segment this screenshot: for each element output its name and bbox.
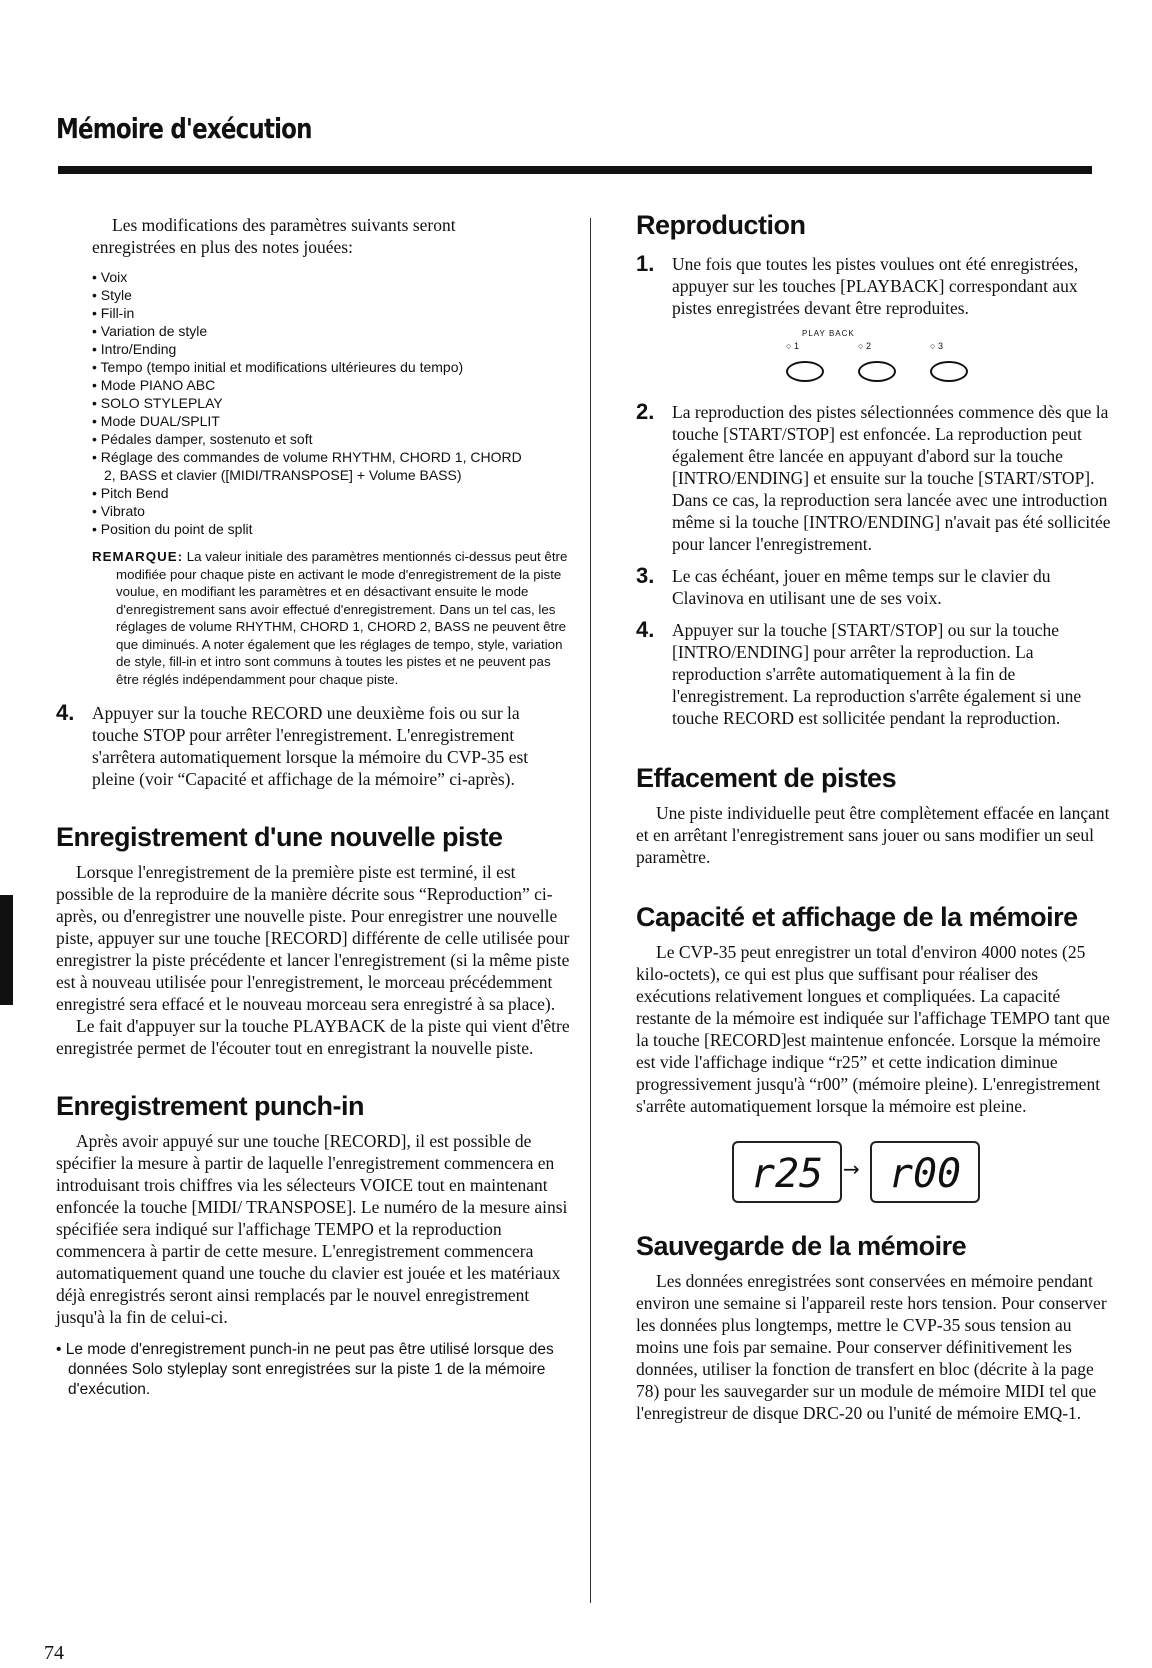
list-item: • Style	[92, 286, 522, 304]
playback-button-2[interactable]	[858, 341, 896, 382]
list-item: • Variation de style	[92, 322, 522, 340]
lcd-figure	[636, 1133, 1116, 1213]
step-text: Le cas échéant, jouer en même temps sur le clavier du Clavinova en utilisant une de ses voix.	[672, 566, 1051, 608]
lcd-text-r00: r00	[888, 1151, 962, 1197]
playback-number-3: 3	[937, 341, 943, 351]
arrow-icon: →	[843, 1157, 860, 1181]
list-item: • Tempo (tempo initial et modifications ultérieures du tempo)	[92, 358, 522, 376]
list-item: • Réglage des commandes de volume RHYTHM, CHORD 1, CHORD 2, BASS et clavier ([MIDI/TRANSPOSE] + Volume BASS)	[92, 448, 522, 484]
step-number: 3.	[636, 563, 655, 588]
list-item: • SOLO STYLEPLAY	[92, 394, 522, 412]
section-tab-marker	[0, 895, 13, 1005]
list-item: • Pitch Bend	[92, 484, 522, 502]
new-track-text-2: Le fait d'appuyer sur la touche PLAYBACK de la piste qui vient d'être enregistrée permet de l'écouter tout en enregistrant la nouvelle piste.	[56, 1016, 570, 1058]
lcd-text-r25: r25	[750, 1151, 824, 1197]
page-number: 74	[44, 1642, 64, 1664]
step-text: Appuyer sur la touche [START/STOP] ou sur la touche [INTRO/ENDING] pour arrêter la reproduction. La reproduction s'arrête automatiquement à la fin de l'enregistrement. La reproduction s'arrête également si une touche RECORD est sollicitée pendant la reproduction.	[672, 620, 1082, 728]
remark-text: La valeur initiale des paramètres mentionnés ci-dessus peut être modifiée pour chaque piste en activant le mode d'enregistrement de la piste voulue, en modifiant les paramètres et en désactivant ensuite le mode d'enregistrement sans avoir effectué d'enregistrement. Dans un tel cas, les réglages de volume RHYTHM, CHORD 1, CHORD 2, BASS ne peuvent être que diminués. A noter également que les réglages de tempo, style, variation de style, fill-in et intro sont communs à toutes les pistes et ne peuvent pas être réglés indépendamment pour chaque piste.	[116, 549, 568, 687]
playback-button-key[interactable]	[930, 361, 968, 382]
lcd-display-r25	[732, 1141, 842, 1203]
list-item: • Pédales damper, sostenuto et soft	[92, 430, 522, 448]
playback-buttons-figure	[636, 329, 1116, 393]
playback-number-2: 2	[865, 341, 871, 351]
step-number: 1.	[636, 251, 655, 276]
new-track-text-1: Lorsque l'enregistrement de la première piste est terminé, il est possible de la reproduire de la manière décrite sous “Reproduction” ci-après, ou d'enregistrer une nouvelle piste. Pour enregistrer une nouvelle piste, appuyer sur une touche [RECORD] différente de celle utilisée pour enregistrer la piste précédente et lancer l'enregistrement (si la même piste est à nouveau utilisée pour l'enregistrement, le morceau précédemment enregistré sera effacé et le nouveau morceau sera enregistré à sa place).	[56, 862, 570, 1014]
playback-number: ○ 2	[858, 341, 871, 351]
list-item: • Mode PIANO ABC	[92, 376, 522, 394]
new-track-heading: Enregistrement d'une nouvelle piste	[56, 822, 503, 852]
erase-text: Une piste individuelle peut être complètement effacée en lançant et en arrêtant l'enregistrement sans jouer ou sans modifier un seul paramètre.	[636, 803, 1110, 867]
repro-step-1	[636, 253, 1116, 319]
playback-button-key[interactable]	[786, 361, 824, 382]
remark-label: REMARQUE:	[92, 549, 183, 564]
list-item: • Intro/Ending	[92, 340, 522, 358]
lcd-display-r00	[870, 1141, 980, 1203]
list-item: • Position du point de split	[92, 520, 522, 538]
playback-button-key[interactable]	[858, 361, 896, 382]
punch-in-bullet: • Le mode d'enregistrement punch-in ne peut pas être utilisé lorsque des données Solo styleplay sont enregistrées sur la piste 1 de la mémoire d'exécution.	[56, 1341, 554, 1398]
save-text: Les données enregistrées sont conservées en mémoire pendant environ une semaine si l'appareil reste hors tension. Pour conserver les données plus longtemps, mettre le CVP-35 sous tension au moins une fois par semaine. Pour conserver définitivement les données, utiliser la fonction de transfert en bloc (décrite à la page 78) pour les sauvegarder sur un module de mémoire MIDI tel que l'enregistreur de disque DRC-20 ou l'unité de mémoire EMQ-1.	[636, 1271, 1107, 1423]
step-text: La reproduction des pistes sélectionnées commence dès que la touche [START/STOP] est enfoncée. La reproduction peut également être lancée en appuyant d'abord sur la touche [INTRO/ENDING] et ensuite sur la touche [START/STOP]. Dans ce cas, la reproduction sera lancée avec une introduction même si la touche [INTRO/ENDING] n'avait pas été sollicitée pour lancer l'enregistrement.	[672, 402, 1111, 554]
column-divider	[590, 218, 591, 1603]
repro-step-3	[636, 565, 1116, 609]
repro-step-2	[636, 401, 1116, 555]
remark-note	[92, 548, 576, 688]
punch-in-bullet-text: Le mode d'enregistrement punch-in ne peut pas être utilisé lorsque des données Solo styleplay sont enregistrées sur la piste 1 de la mémoire d'exécution.	[65, 1341, 554, 1398]
parameter-list	[92, 268, 522, 538]
erase-heading: Effacement de pistes	[636, 763, 897, 793]
step-text: Une fois que toutes les pistes voulues ont été enregistrées, appuyer sur les touches [PLAYBACK] correspondant aux pistes enregistrées devant être reproduites.	[672, 254, 1079, 318]
list-item: • Fill-in	[92, 304, 522, 322]
playback-number: ○ 3	[930, 341, 943, 351]
lcd-digits-r00	[872, 1143, 978, 1201]
punch-in-text: Après avoir appuyé sur une touche [RECORD], il est possible de spécifier la mesure à partir de laquelle l'enregistrement commencera en introduisant trois chiffres via les sélecteurs VOICE tout en maintenant enfoncée la touche [MIDI/ TRANSPOSE]. Le numéro de la mesure ainsi spécifiée sera indiqué sur l'affichage TEMPO et la reproduction commencera à partir de cette mesure. L'enregistrement commencera automatiquement quand une touche du clavier est jouée et les matériaux déjà enregistrés seront ainsi remplacés par le nouvel enregistrement jusqu'à la fin de celui-ci.	[56, 1131, 568, 1327]
page-title: Mémoire d'exécution	[56, 112, 312, 145]
playback-button-3[interactable]	[930, 341, 968, 382]
record-step-4	[56, 702, 570, 790]
playback-label: PLAY BACK	[802, 329, 855, 338]
right-column	[636, 210, 1116, 1424]
playback-number-1: 1	[793, 341, 799, 351]
intro-block	[56, 214, 570, 688]
step-number: 4.	[636, 617, 655, 642]
repro-step-4	[636, 619, 1116, 729]
step-number: 4.	[56, 700, 75, 725]
capacity-text: Le CVP-35 peut enregistrer un total d'environ 4000 notes (25 kilo-octets), ce qui est plus que suffisant pour réaliser des exécutions relativement longues et compliquées. La capacité restante de la mémoire est indiquée sur l'affichage TEMPO tant que la touche [RECORD]est maintenue enfoncée. Lorsque la mémoire est vide l'affichage indique “r25” et cette indication diminue progressivement jusqu'à “r00” (mémoire pleine). L'enregistrement s'arrête automatiquement lorsque la mémoire est pleine.	[636, 942, 1110, 1116]
punch-in-heading: Enregistrement punch-in	[56, 1091, 365, 1121]
save-heading: Sauvegarde de la mémoire	[636, 1231, 967, 1261]
reproduction-heading: Reproduction	[636, 210, 806, 240]
intro-text: Les modifications des paramètres suivants seront enregistrées en plus des notes jouées:	[92, 215, 456, 257]
list-item: • Mode DUAL/SPLIT	[92, 412, 522, 430]
left-column	[56, 214, 570, 1400]
step-text: Appuyer sur la touche RECORD une deuxième fois ou sur la touche STOP pour arrêter l'enregistrement. L'enregistrement s'arrêtera automatiquement lorsque la mémoire du CVP-35 est pleine (voir “Capacité et affichage de la mémoire” ci-après).	[92, 703, 529, 789]
playback-button-1[interactable]	[786, 341, 824, 382]
step-number: 2.	[636, 399, 655, 424]
list-item: • Voix	[92, 268, 522, 286]
list-item: • Vibrato	[92, 502, 522, 520]
lcd-digits-r25	[734, 1143, 840, 1201]
playback-number: ○ 1	[786, 341, 799, 351]
header-rule	[58, 166, 1092, 174]
capacity-heading: Capacité et affichage de la mémoire	[636, 902, 1078, 932]
